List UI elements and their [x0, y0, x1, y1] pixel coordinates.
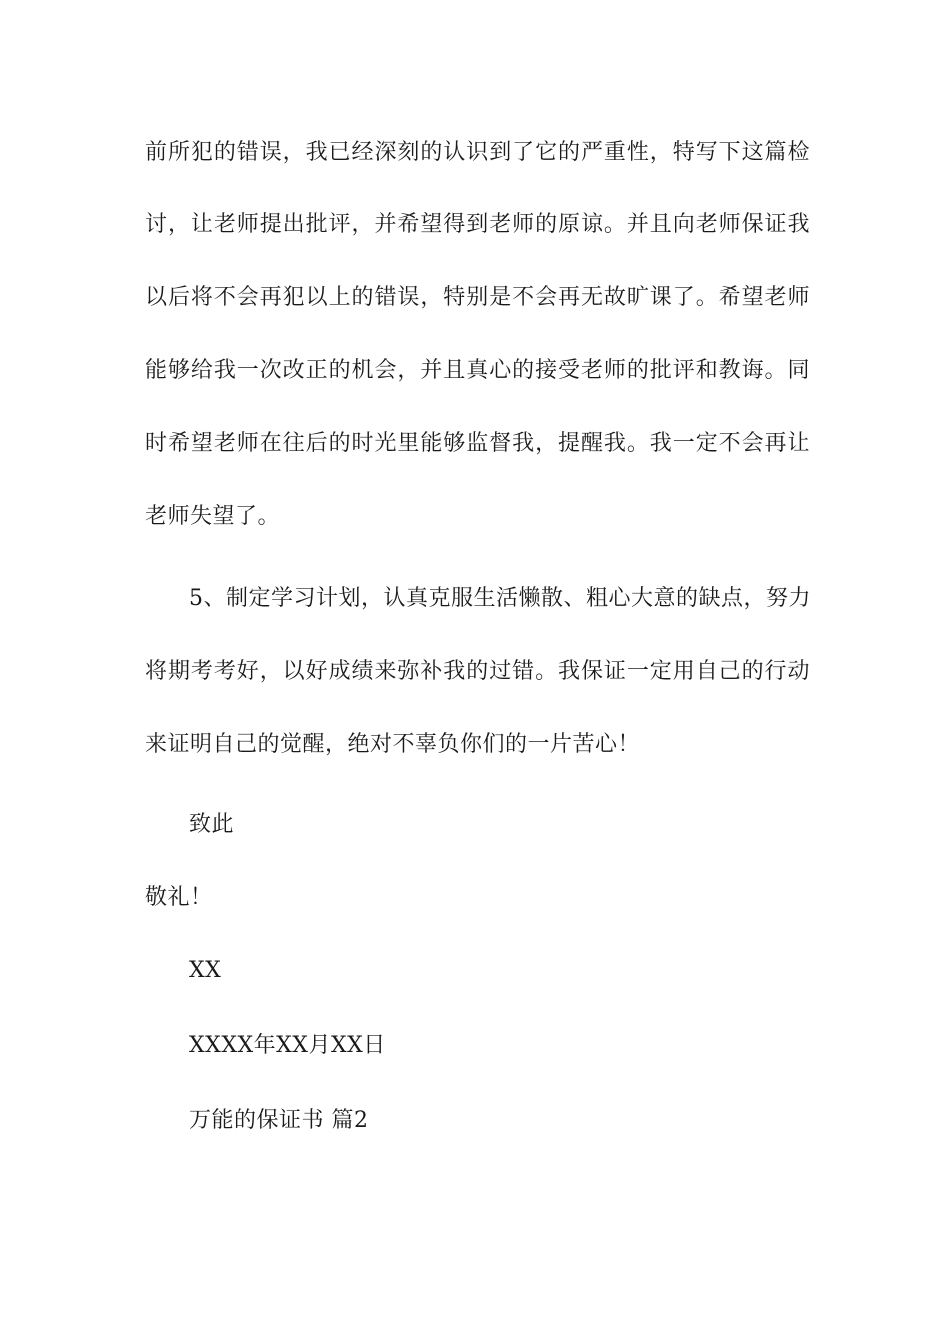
signature: XX [189, 958, 222, 983]
paragraph-1-line-4: 能够给我一次改正的机会，并且真心的接受老师的批评和教诲。同 [145, 358, 810, 383]
paragraph-1-line-5: 时希望老师在往后的时光里能够监督我，提醒我。我一定不会再让 [145, 431, 810, 456]
paragraph-1-line-2: 讨，让老师提出批评，并希望得到老师的原谅。并且向老师保证我 [145, 212, 810, 237]
closing-salutation: 致此 [189, 812, 235, 837]
closing-regards: 敬礼！ [145, 885, 213, 910]
paragraph-2-line-3: 来证明自己的觉醒，绝对不辜负你们的一片苦心！ [145, 732, 641, 757]
next-section-title: 万能的保证书 篇2 [189, 1108, 369, 1133]
paragraph-1-line-3: 以后将不会再犯以上的错误，特别是不会再无故旷课了。希望老师 [145, 285, 810, 310]
paragraph-1-line-6: 老师失望了。 [145, 504, 281, 529]
date: XXXX年XX月XX日 [189, 1033, 386, 1058]
paragraph-2-line-2: 将期考考好，以好成绩来弥补我的过错。我保证一定用自己的行动 [145, 659, 810, 684]
paragraph-2-line-1: 5、制定学习计划，认真克服生活懒散、粗心大意的缺点，努力 [189, 586, 811, 611]
paragraph-1-line-1: 前所犯的错误，我已经深刻的认识到了它的严重性，特写下这篇检 [145, 140, 810, 165]
